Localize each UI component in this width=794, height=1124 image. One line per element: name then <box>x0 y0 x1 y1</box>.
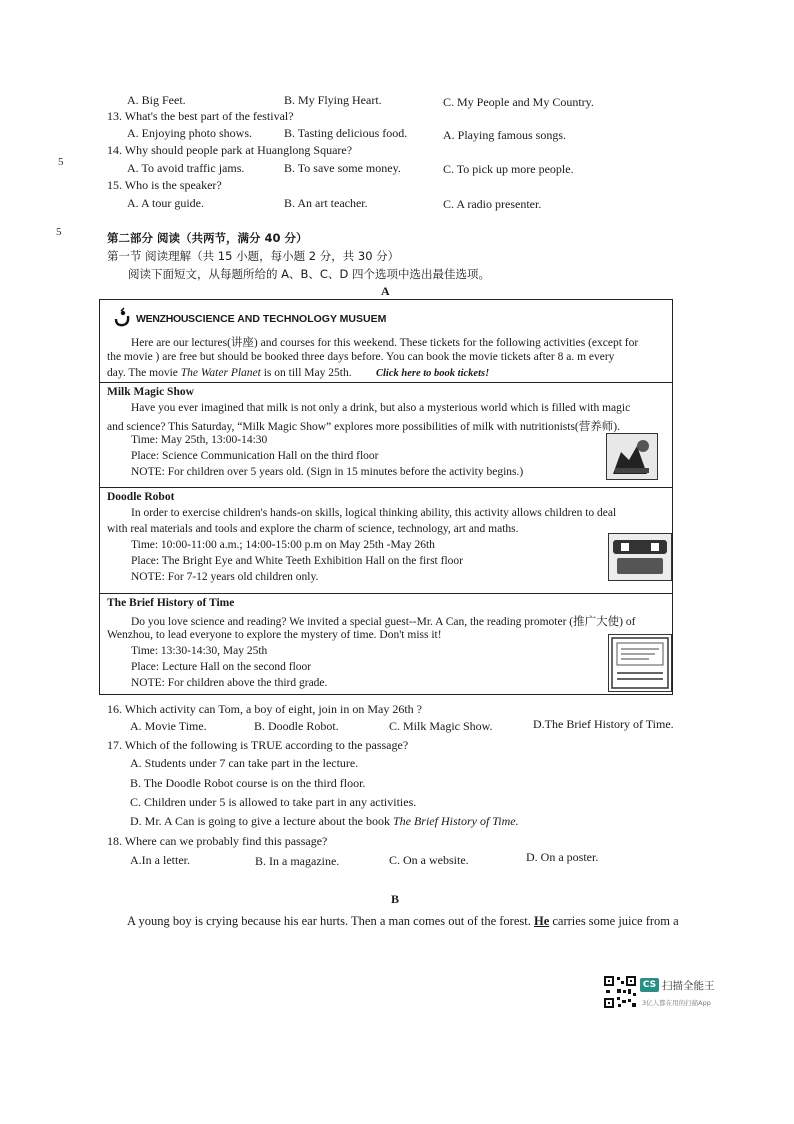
intro-text: is on till May 25th. <box>260 367 352 379</box>
scanner-tagline: 3亿人都在用的扫描App <box>642 999 711 1007</box>
brief-description: Wenzhou, to lead everyone to explore the mystery of time. Don't miss it! <box>107 629 442 641</box>
q13-stem: 13. What's the best part of the festival? <box>107 109 294 123</box>
q17-option-b: B. The Doodle Robot course is on the third floor. <box>130 776 366 790</box>
scanner-app-name: 扫描全能王 <box>662 980 715 992</box>
q16-stem: 16. Which activity can Tom, a boy of eight, join in on May 26th ? <box>107 702 422 716</box>
q16-option-d: D.The Brief History of Time. <box>533 717 674 731</box>
q13-option-b: B. Tasting delicious food. <box>284 126 408 140</box>
doodle-time: Time: 10:00-11:00 a.m.; 14:00-15:00 p.m on May 25th -May 26th <box>131 539 435 551</box>
q16-option-b: B. Doodle Robot. <box>254 719 339 733</box>
q15-stem: 15. Who is the speaker? <box>107 178 222 192</box>
milk-description: Have you ever imagined that milk is not only a drink, but also a mysterious world which is filled with magic <box>131 402 631 414</box>
brief-time: Time: 13:30-14:30, May 25th <box>131 645 268 657</box>
q17-option-c: C. Children under 5 is allowed to take part in any activities. <box>130 795 417 809</box>
doodle-robot-title: Doodle Robot <box>107 491 175 503</box>
logo-text: WENZHOU <box>136 313 189 325</box>
q18-option-c: C. On a website. <box>389 853 469 867</box>
passage-b-text: carries some juice from a <box>549 914 679 928</box>
q17-option-d <box>130 814 519 829</box>
qr-code-icon <box>603 975 637 1009</box>
part-two-heading: 第二部分 阅读（共两节，满分 40 分） <box>107 231 308 245</box>
intro-line <box>107 367 352 379</box>
doodle-description: In order to exercise children's hands-on skills, logical thinking ability, this activity allows children to deal <box>131 507 617 519</box>
intro-line: Here are our lectures(讲座) and courses for this weekend. These tickets for the following activities (except for <box>131 337 639 349</box>
intro-text: day. The movie <box>107 367 181 379</box>
q14-stem: 14. Why should people park at Huanglong Square? <box>107 143 353 157</box>
q13-option-c: A. Playing famous songs. <box>443 128 566 142</box>
book-title: The Brief History of Time. <box>392 814 519 828</box>
brief-history-title: The Brief History of Time <box>107 597 235 609</box>
passage-b-label: B <box>391 892 400 906</box>
section-one-heading: 第一节 阅读理解（共 15 小题，每小题 2 分，共 30 分） <box>107 249 400 263</box>
q17-option-a: A. Students under 7 can take part in the lecture. <box>130 756 359 770</box>
doodle-robot-image <box>608 533 672 581</box>
passage-b-text: A young boy is crying because his ear hurts. Then a man comes out of the forest. <box>127 914 534 928</box>
underlined-pronoun: He <box>533 914 550 928</box>
passage-a-label: A <box>381 284 390 298</box>
milk-description: and science? This Saturday, “Milk Magic Show” explores more possibilities of milk with nutritionists(营养师). <box>107 421 620 433</box>
q17-stem: 17. Which of the following is TRUE according to the passage? <box>107 738 409 752</box>
passage-b-first-line <box>127 914 679 929</box>
q14-option-c: C. To pick up more people. <box>443 162 574 176</box>
q15-option-a: A. A tour guide. <box>127 196 204 210</box>
q15-option-c: C. A radio presenter. <box>443 197 542 211</box>
q17-d-text: D. Mr. A Can is going to give a lecture about the book <box>130 814 393 828</box>
brief-description: Do you love science and reading? We invited a special guest--Mr. A Can, the reading promoter (推广大使) of <box>131 616 636 628</box>
intro-line: the movie ) are free but should be booked three days before. You can book the movie tickets after 8 a. m every <box>107 351 615 363</box>
museum-name: SCIENCE AND TECHNOLOGY MUSUEM <box>188 313 387 325</box>
doodle-place: Place: The Bright Eye and White Teeth Exhibition Hall on the first floor <box>131 555 463 567</box>
doodle-description: with real materials and tools and explore the charm of science, technology, art and maths. <box>107 523 519 535</box>
reading-instruction: 阅读下面短文，从每题所给的 A、B、C、D 四个选项中选出最佳选项。 <box>128 267 490 281</box>
section-divider <box>99 382 673 383</box>
brief-history-image <box>608 634 672 692</box>
movie-title: The Water Planet <box>180 367 261 379</box>
brief-note: NOTE: For children above the third grade. <box>131 677 328 689</box>
milk-place: Place: Science Communication Hall on the third floor <box>131 450 379 462</box>
q18-option-d: D. On a poster. <box>526 850 599 864</box>
q12-option-c: C. My People and My Country. <box>443 95 594 109</box>
q18-option-a: A.In a letter. <box>130 853 190 867</box>
q15-option-b: B. An art teacher. <box>284 196 368 210</box>
q14-option-b: B. To save some money. <box>284 161 401 175</box>
doodle-note: NOTE: For 7-12 years old children only. <box>131 571 319 583</box>
q14-option-a: A. To avoid traffic jams. <box>127 161 245 175</box>
milk-time: Time: May 25th, 13:00-14:30 <box>131 434 268 446</box>
book-tickets-link[interactable]: Click here to book tickets! <box>376 368 490 379</box>
milk-note: NOTE: For children over 5 years old. (Sign in 15 minutes before the activity begins.) <box>131 466 524 478</box>
milk-show-image <box>606 433 658 480</box>
q13-option-a: A. Enjoying photo shows. <box>127 126 253 140</box>
q12-option-a: A. Big Feet. <box>127 93 186 107</box>
q16-option-c: C. Milk Magic Show. <box>389 719 493 733</box>
q16-option-a: A. Movie Time. <box>130 719 207 733</box>
q18-stem: 18. Where can we probably find this passage? <box>107 834 328 848</box>
q12-option-b: B. My Flying Heart. <box>284 93 382 107</box>
section-divider <box>99 593 673 594</box>
camscanner-badge: CS <box>640 978 659 992</box>
section-divider <box>99 487 673 488</box>
q18-option-b: B. In a magazine. <box>255 854 340 868</box>
margin-mark: 5 <box>56 226 62 238</box>
museum-logo-icon <box>112 307 132 327</box>
margin-mark: 5 <box>58 156 64 168</box>
milk-magic-show-title: Milk Magic Show <box>107 386 194 398</box>
brief-place: Place: Lecture Hall on the second floor <box>131 661 312 673</box>
